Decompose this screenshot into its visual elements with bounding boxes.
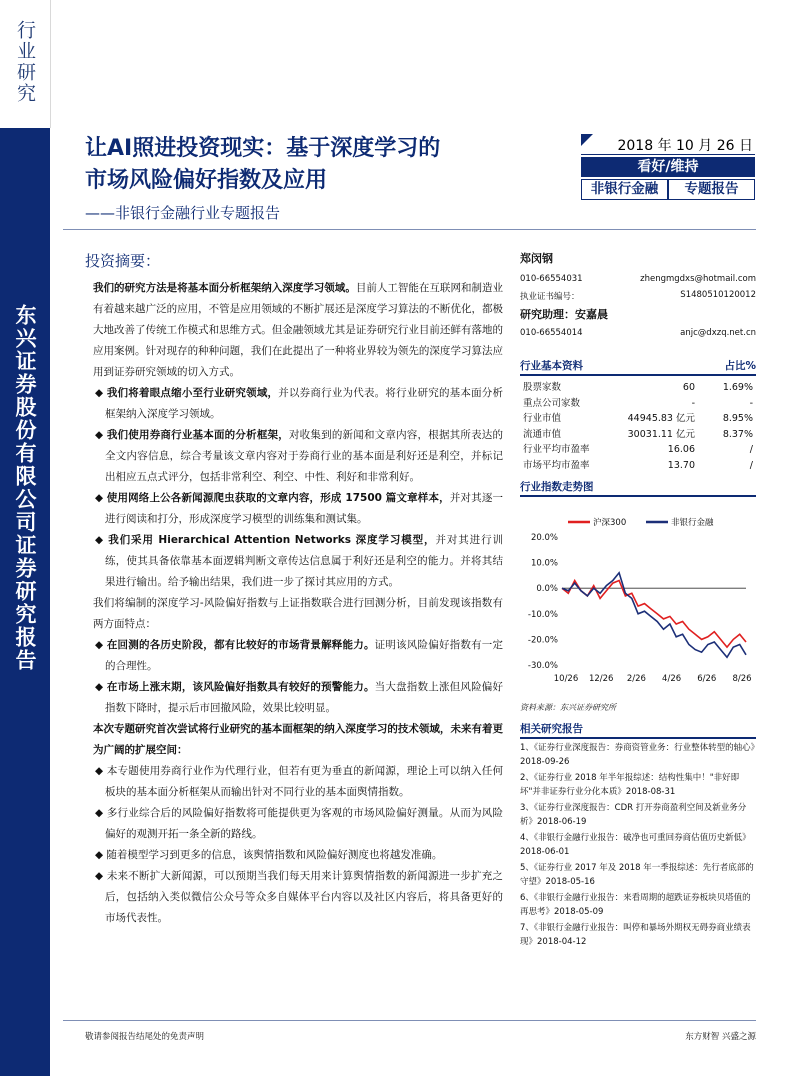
list-item: ◆ 我们使用券商行业基本面的分析框架，对收集到的新闻和文章内容，根据其所表达的全文内容信息，综合考量该文章内容对于券商行业的基本面是利好还是利空，并标记出相应五点式评分，包括非常利空、利空、中性、利好和非常利好。 — [95, 429, 504, 483]
meta-box — [581, 134, 755, 200]
assistant-email: anjc@dxzq.net.cn — [680, 328, 756, 338]
legend-label: 非银行金融 — [671, 518, 714, 528]
title-line-1: 让AI照进投资现实：基于深度学习的 — [85, 136, 441, 161]
list-item: ◆ 随着模型学习到更多的信息，该舆情指数和风险偏好测度也将越发准确。 — [95, 849, 443, 861]
corner-triangle-icon — [581, 134, 593, 146]
side-band — [0, 128, 50, 1076]
analyst-cert — [520, 290, 756, 302]
footer-slogan: 东方财智 兴盛之源 — [685, 1032, 756, 1042]
related-heading: 相关研究报告 — [520, 721, 756, 739]
list-item: ◆ 未来不断扩大新闻源，可以预期当我们每天用来计算舆情指数的新闻源进一步扩充之后，包括纳入类似微信公众号等众多自媒体平台内容以及社区内容后，将具备更好的市场代表性。 — [95, 870, 503, 924]
x-tick-label: 2/26 — [626, 674, 646, 684]
right-column — [520, 250, 756, 949]
y-tick-label: -10.0% — [527, 609, 558, 620]
source-note: 资料来源：东兴证券研究所 — [520, 703, 616, 712]
list-item: ◆ 使用网络上公各新闻源爬虫获取的文章内容，形成 17500 篇文章样本，并对其逐一进行阅读和打分，形成深度学习模型的训练集和测试集。 — [95, 492, 504, 525]
legend-label: 沪深300 — [593, 518, 627, 528]
title-line-2: 市场风险偏好指数及应用 — [85, 168, 328, 193]
assistant-phone: 010-66554014 — [520, 328, 583, 338]
index-chart — [520, 497, 756, 695]
y-tick-label: -30.0% — [527, 661, 558, 671]
rating-badge: 看好/维持 — [581, 157, 755, 177]
list-item: ◆ 本专题使用券商行业作为代理行业，但若有更为垂直的新闻源，理论上可以纳入任何板块的基本面分析框架从而输出针对不同行业的基本面舆情指数。 — [95, 765, 503, 798]
table-row: 重点公司家数 - - — [523, 397, 753, 409]
side-top-label: 行业研究 — [14, 20, 36, 104]
assistant-contact — [520, 328, 756, 338]
summary-body — [93, 278, 503, 929]
industry-data-heading: 行业基本资料 占比% — [520, 358, 756, 376]
list-item: ◆ 多行业综合后的风险偏好指数将可能提供更为客观的市场风险偏好测量。从而为风险偏好的观测开拓一条全新的路线。 — [95, 807, 503, 840]
y-tick-label: 10.0% — [530, 558, 558, 569]
report-subtitle: ——非银行金融行业专题报告 — [85, 204, 281, 222]
related-item: 5、《证券行业 2017 年及 2018 年一季报综述：先行者底部的守望》2018-05-16 — [520, 863, 754, 887]
y-tick-label: 20.0% — [530, 533, 558, 543]
analyst-email: zhengmgdxs@hotmail.com — [640, 274, 756, 284]
related-item: 3、《证券行业深度报告：CDR 打开券商盈利空间及新业务分析》2018-06-19 — [520, 803, 747, 827]
summary-paragraph: 本次专题研究首次尝试将行业研究的基本面框架的纳入深度学习的技术领域，未来有着更为广阔的扩展空间： — [93, 723, 503, 756]
analyst-phone: 010-66554031 — [520, 274, 583, 284]
table-row: 市场平均市盈率 13.70 / — [523, 459, 753, 471]
report-date: 2018 年 10 月 26 日 — [617, 138, 753, 154]
category-row — [581, 179, 755, 200]
series-line-0 — [562, 581, 746, 648]
footer-divider — [63, 1020, 756, 1021]
x-tick-label: 8/26 — [732, 674, 752, 684]
table-row: 股票家数 60 1.69% — [523, 382, 753, 393]
x-tick-label: 4/26 — [662, 674, 682, 684]
side-top-band — [0, 0, 51, 128]
report-type-label: 专题报告 — [668, 179, 755, 200]
list-item: ◆ 我们采用 Hierarchical Attention Networks 深度学习模型，并对其进行训练，使其具备依靠基本面逻辑判断文章传达信息属于利好还是利空的能力。并将其结果进行输出。给予输出结果，我们进一步了探讨其应用的方式。 — [95, 534, 503, 588]
cert-number: S1480510120012 — [680, 290, 756, 300]
table-row: 行业市值 44945.83 亿元 8.95% — [523, 413, 753, 424]
table-row: 流通市值 30031.11 亿元 8.37% — [523, 428, 753, 440]
footer-disclaimer: 敬请参阅报告结尾处的免责声明 — [85, 1032, 205, 1042]
assistant-name: 研究助理：安嘉晨 — [520, 308, 608, 321]
summary-paragraph: 我们的研究方法是将基本面分析框架纳入深度学习领域。目前人工智能在互联网和制造业有着越来越广泛的应用，不管是应用领域的不断扩展还是深度学习算法的不断优化，都极大地改善了传统工作模式和思维方式。但金融领域尤其是证券研究行业目前还鲜有落地的应用案例。针对现存的种种问题，我们在此提出了一种将业界较为领先的深度学习算法应用到证券研究领域的切入方式。 — [93, 282, 503, 378]
cert-label: 执业证书编号： — [520, 292, 580, 302]
x-tick-label: 10/26 — [553, 674, 579, 684]
analyst-name: 郑闵钢 — [520, 252, 553, 265]
related-item: 2、《证券行业 2018 年半年报综述：结构性集中！"非好即坏"并非证券行业分化本质》2018-08-31 — [520, 773, 740, 797]
y-tick-label: -20.0% — [527, 635, 558, 646]
chart-heading: 行业指数走势图 — [520, 479, 756, 497]
header-divider — [63, 229, 756, 230]
series-line-1 — [562, 573, 746, 658]
related-item: 1、《证券行业深度报告：券商资管业务：行业整体转型的轴心》2018-09-26 — [520, 743, 755, 767]
x-tick-label: 12/26 — [588, 674, 614, 684]
industry-data-table — [520, 380, 756, 473]
summary-heading: 投资摘要： — [85, 252, 161, 270]
category-label: 非银行金融 — [581, 179, 668, 200]
list-item: ◆ 我们将着眼点缩小至行业研究领域，并以券商行业为代表。将行业研究的基本面分析框架纳入深度学习领域。 — [95, 387, 504, 420]
related-item: 6、《非银行金融行业报告：来看周期的超跌证券板块贝塔值的再思考》2018-05-09 — [520, 893, 751, 917]
table-row: 行业平均市盈率 16.06 / — [523, 444, 753, 455]
analyst-contact — [520, 274, 756, 284]
x-tick-label: 6/26 — [697, 674, 717, 684]
report-title — [85, 133, 505, 197]
list-item: ◆ 在回测的各历史阶段，都有比较好的市场背景解释能力。证明该风险偏好指数有一定的合理性。 — [95, 639, 504, 672]
side-label: 东兴证券股份有限公司证券研究报告 — [13, 304, 37, 672]
related-item: 7、《非银行金融行业报告：叫停和暴场外期权无碍券商业绩表现》2018-04-12 — [520, 923, 751, 947]
date-row — [581, 134, 755, 155]
summary-paragraph: 我们将编制的深度学习-风险偏好指数与上证指数联合进行回测分析，目前发现该指数有两方面特点： — [93, 597, 503, 630]
related-item: 4、《非银行金融行业报告：破净也可重回券商估值历史新低》2018-06-01 — [520, 833, 751, 857]
list-item: ◆ 在市场上涨末期，该风险偏好指数具有较好的预警能力。当大盘指数上涨但风险偏好指数下降时，提示后市回撤风险，效果比较明显。 — [95, 681, 504, 714]
y-tick-label: 0.0% — [536, 584, 558, 595]
